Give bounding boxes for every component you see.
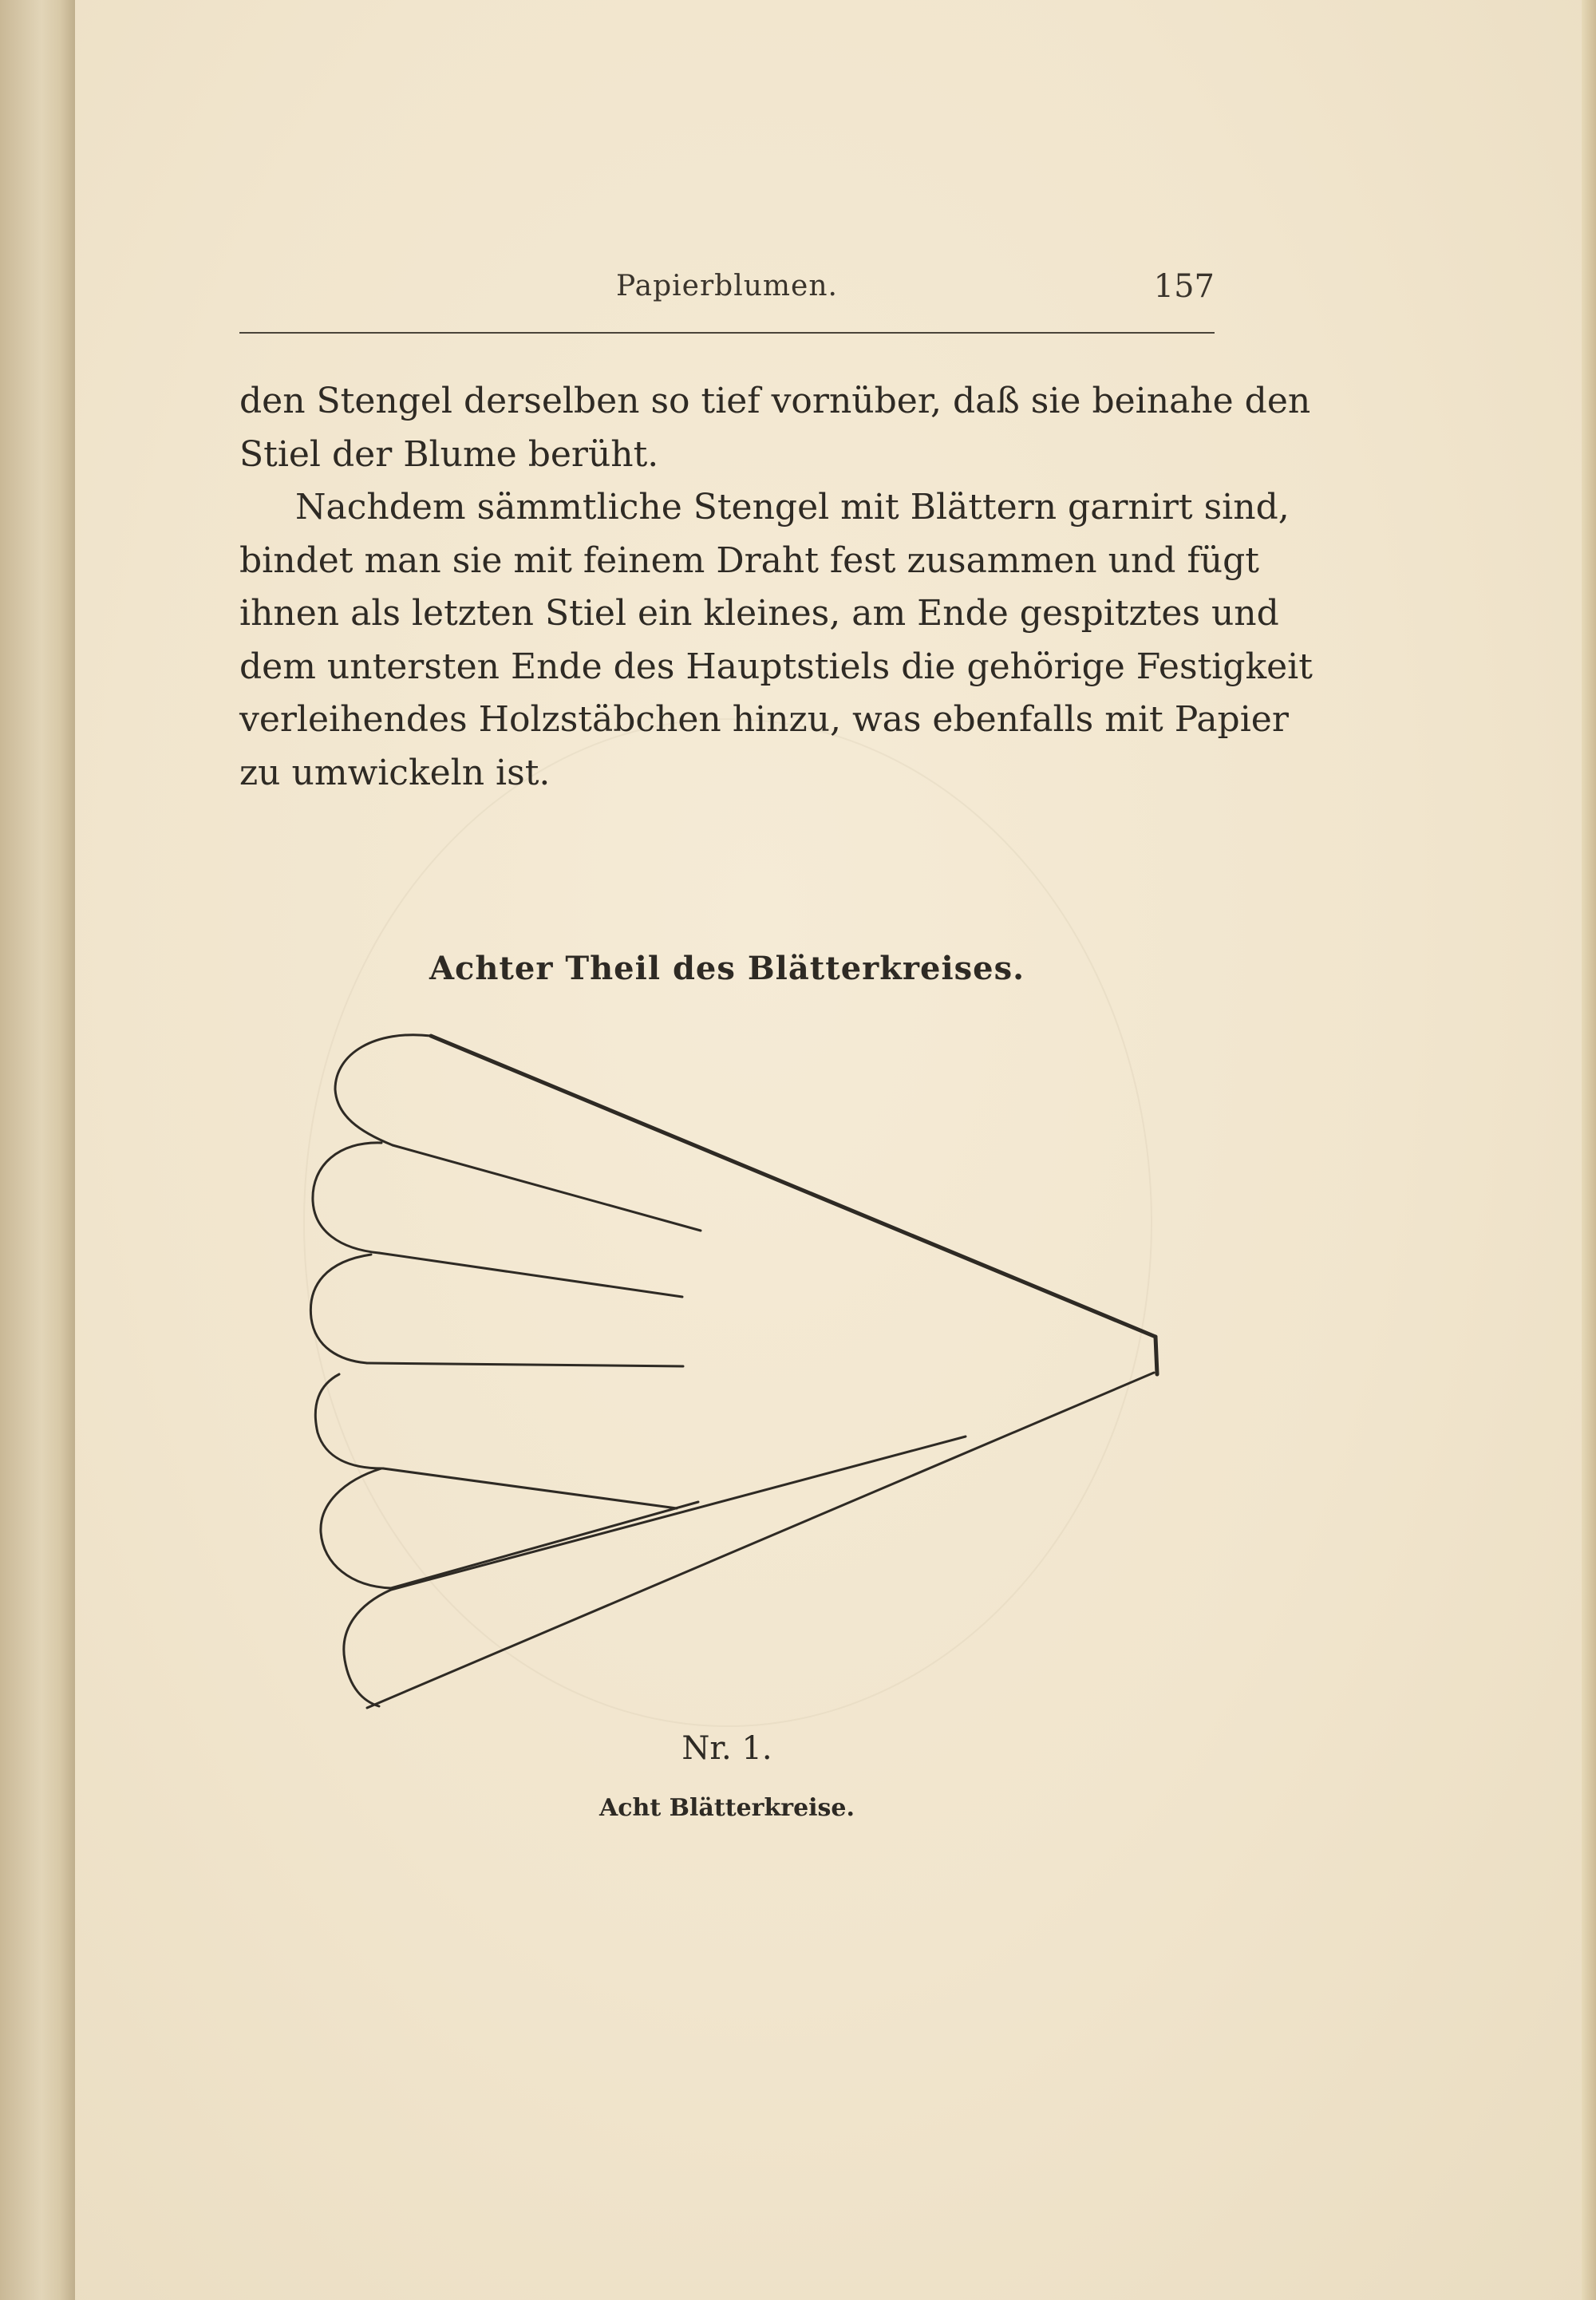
text-line: bindet man sie mit feinem Draht fest zusammen und fügt — [239, 539, 1259, 581]
leaf-petal — [379, 1253, 682, 1297]
page-number: 157 — [1153, 268, 1215, 305]
running-title: Papierblumen. — [616, 270, 838, 302]
diagram-apex-tick — [1156, 1337, 1157, 1374]
text-line: den Stengel derselben so tief vornüber, daß sie beinahe den — [239, 381, 1311, 421]
leaf-petal — [391, 1437, 966, 1590]
text-line: ihnen als letzten Stiel ein kleines, am Ende gespitztes und — [239, 593, 1279, 634]
leaf-petal — [383, 1468, 677, 1508]
leaf-petal — [391, 1502, 698, 1588]
leaf-petal — [313, 1143, 381, 1253]
text-line: Nachdem sämmtliche Stengel mit Blättern garnirt sind, — [295, 487, 1290, 528]
text-line: dem untersten Ende des Hauptstiels die gehörige Festigkeit — [239, 646, 1313, 687]
figure-number: Nr. 1. — [681, 1730, 772, 1767]
leaf-petal — [344, 1590, 391, 1706]
text-line: zu umwickeln ist. — [239, 752, 551, 793]
leaf-petal — [335, 1035, 431, 1145]
diagram-lower-edge — [367, 1373, 1154, 1708]
leaf-petal — [321, 1468, 391, 1588]
leaf-petal — [367, 1363, 683, 1366]
page-edge — [1582, 0, 1596, 2300]
book-spine — [0, 0, 77, 2300]
text-line: verleihendes Holzstäbchen hinzu, was ebenfalls mit Papier — [239, 699, 1289, 740]
text-line: Stiel der Blume berüht. — [239, 433, 659, 475]
figure-caption: Acht Blätterkreise. — [599, 1794, 855, 1822]
leaf-petal — [393, 1145, 701, 1231]
leaf-petal — [310, 1255, 371, 1363]
leaf-petal — [315, 1374, 383, 1468]
figure-title: Achter Theil des Blätterkreises. — [429, 950, 1025, 987]
body-paragraphs — [239, 375, 1313, 800]
header-rule — [239, 332, 1215, 334]
page-header — [239, 265, 1215, 313]
leaf-circle-diagram — [271, 1022, 1197, 1724]
